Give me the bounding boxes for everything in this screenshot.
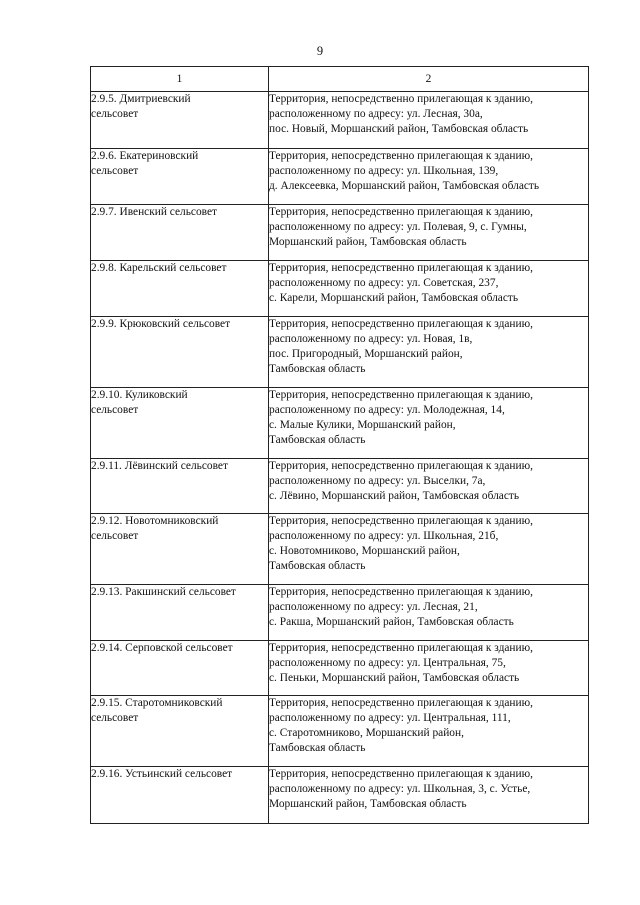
settlement-name-cell [91, 205, 269, 261]
territory-address-line: с. Новотомниково, Моршанский район, [269, 545, 460, 557]
settlement-name-line: сельсовет [91, 404, 139, 416]
territory-address-line: расположенному по адресу: ул. Центральная, 111, [269, 712, 511, 724]
territory-address-line: д. Алексеевка, Моршанский район, Тамбовская область [269, 180, 540, 192]
territory-address-line: расположенному по адресу: ул. Выселки, 7а, [269, 475, 486, 487]
territory-address-line: Территория, непосредственно прилегающая к зданию, [269, 697, 533, 709]
column-header-1: 1 [91, 67, 269, 92]
settlement-name-cell [91, 261, 269, 317]
settlement-name-line: 2.9.11. Лёвинский сельсовет [91, 460, 228, 472]
territory-address-line: Территория, непосредственно прилегающая к зданию, [269, 586, 533, 598]
settlement-name-line: сельсовет [91, 712, 139, 724]
territory-address-line: Тамбовская область [269, 560, 366, 572]
table-row [91, 92, 589, 149]
territory-address-cell [269, 92, 589, 149]
table-row [91, 149, 589, 205]
table-row [91, 205, 589, 261]
territory-address-line: Тамбовская область [269, 742, 366, 754]
territory-address-line: Моршанский район, Тамбовская область [269, 798, 467, 810]
territory-address-cell [269, 317, 589, 388]
settlement-name-line: 2.9.10. Куликовский [91, 389, 188, 401]
table-row [91, 767, 589, 824]
header-row [91, 67, 589, 92]
table-row [91, 641, 589, 696]
settlement-name-line: 2.9.7. Ивенский сельсовет [91, 206, 218, 218]
territory-address-line: расположенному по адресу: ул. Полевая, 9, с. Гумны, [269, 221, 527, 233]
territory-address-line: Тамбовская область [269, 363, 366, 375]
settlement-name-line: сельсовет [91, 530, 139, 542]
territory-address-line: Территория, непосредственно прилегающая к зданию, [269, 93, 533, 105]
territory-address-cell [269, 388, 589, 459]
territory-address-line: с. Ракша, Моршанский район, Тамбовская область [269, 616, 514, 628]
table-row [91, 388, 589, 459]
settlement-name-cell [91, 514, 269, 585]
territory-address-line: расположенному по адресу: ул. Школьная, 139, [269, 165, 499, 177]
territory-address-line: с. Карели, Моршанский район, Тамбовская область [269, 292, 519, 304]
territory-address-line: с. Пеньки, Моршанский район, Тамбовская область [269, 672, 520, 684]
settlement-name-cell [91, 641, 269, 696]
column-header-2: 2 [269, 67, 589, 92]
territory-address-line: Территория, непосредственно прилегающая к зданию, [269, 206, 533, 218]
table-row [91, 696, 589, 767]
territory-table [90, 66, 589, 824]
territory-address-cell [269, 585, 589, 641]
territory-address-line: Территория, непосредственно прилегающая к зданию, [269, 150, 533, 162]
territory-address-line: Территория, непосредственно прилегающая к зданию, [269, 515, 533, 527]
territory-address-line: с. Старотомниково, Моршанский район, [269, 727, 464, 739]
table-row [91, 317, 589, 388]
settlement-name-cell [91, 696, 269, 767]
territory-address-line: Территория, непосредственно прилегающая к зданию, [269, 768, 533, 780]
territory-address-line: Территория, непосредственно прилегающая к зданию, [269, 389, 533, 401]
territory-address-line: расположенному по адресу: ул. Новая, 1в, [269, 333, 473, 345]
territory-address-line: расположенному по адресу: ул. Лесная, 21, [269, 601, 478, 613]
territory-address-cell [269, 459, 589, 514]
territory-address-line: расположенному по адресу: ул. Центральная, 75, [269, 657, 506, 669]
table-row [91, 261, 589, 317]
settlement-name-cell [91, 388, 269, 459]
settlement-name-line: 2.9.8. Карельский сельсовет [91, 262, 227, 274]
settlement-name-cell [91, 459, 269, 514]
territory-address-cell [269, 767, 589, 824]
settlement-name-line: 2.9.12. Новотомниковский [91, 515, 219, 527]
territory-address-line: пос. Пригородный, Моршанский район, [269, 348, 463, 360]
territory-address-line: пос. Новый, Моршанский район, Тамбовская область [269, 123, 529, 135]
territory-address-line: с. Лёвино, Моршанский район, Тамбовская область [269, 490, 520, 502]
table-row [91, 514, 589, 585]
settlement-name-line: 2.9.15. Старотомниковский [91, 697, 223, 709]
territory-address-line: расположенному по адресу: ул. Советская, 237, [269, 277, 499, 289]
territory-address-cell [269, 641, 589, 696]
territory-address-line: Территория, непосредственно прилегающая к зданию, [269, 262, 533, 274]
territory-address-line: Моршанский район, Тамбовская область [269, 236, 467, 248]
territory-address-cell [269, 205, 589, 261]
territory-address-cell [269, 261, 589, 317]
settlement-name-line: 2.9.9. Крюковский сельсовет [91, 318, 231, 330]
settlement-name-cell [91, 585, 269, 641]
territory-address-line: расположенному по адресу: ул. Школьная, 21б, [269, 530, 499, 542]
settlement-name-cell [91, 767, 269, 824]
territory-address-line: Тамбовская область [269, 434, 366, 446]
territory-address-line: расположенному по адресу: ул. Молодежная, 14, [269, 404, 505, 416]
territory-address-cell [269, 696, 589, 767]
settlement-name-line: сельсовет [91, 108, 139, 120]
table-body [91, 92, 589, 824]
settlement-name-cell [91, 317, 269, 388]
settlement-name-line: 2.9.16. Устьинский сельсовет [91, 768, 233, 780]
settlement-name-cell [91, 92, 269, 149]
territory-address-cell [269, 149, 589, 205]
territory-address-cell [269, 514, 589, 585]
table-row [91, 585, 589, 641]
settlement-name-line: 2.9.14. Серповской сельсовет [91, 642, 233, 654]
territory-address-line: расположенному по адресу: ул. Школьная, 3, с. Устье, [269, 783, 531, 795]
territory-address-line: Территория, непосредственно прилегающая к зданию, [269, 318, 533, 330]
settlement-name-line: 2.9.5. Дмитриевский [91, 93, 191, 105]
page-number: 9 [316, 44, 324, 58]
table-row [91, 459, 589, 514]
settlement-name-line: 2.9.13. Ракшинский сельсовет [91, 586, 236, 598]
territory-address-line: с. Малые Кулики, Моршанский район, [269, 419, 456, 431]
settlement-name-cell [91, 149, 269, 205]
settlement-name-line: сельсовет [91, 165, 139, 177]
territory-address-line: Территория, непосредственно прилегающая к зданию, [269, 642, 533, 654]
territory-address-line: Территория, непосредственно прилегающая к зданию, [269, 460, 533, 472]
settlement-name-line: 2.9.6. Екатериновский [91, 150, 199, 162]
territory-address-line: расположенному по адресу: ул. Лесная, 30а, [269, 108, 483, 120]
